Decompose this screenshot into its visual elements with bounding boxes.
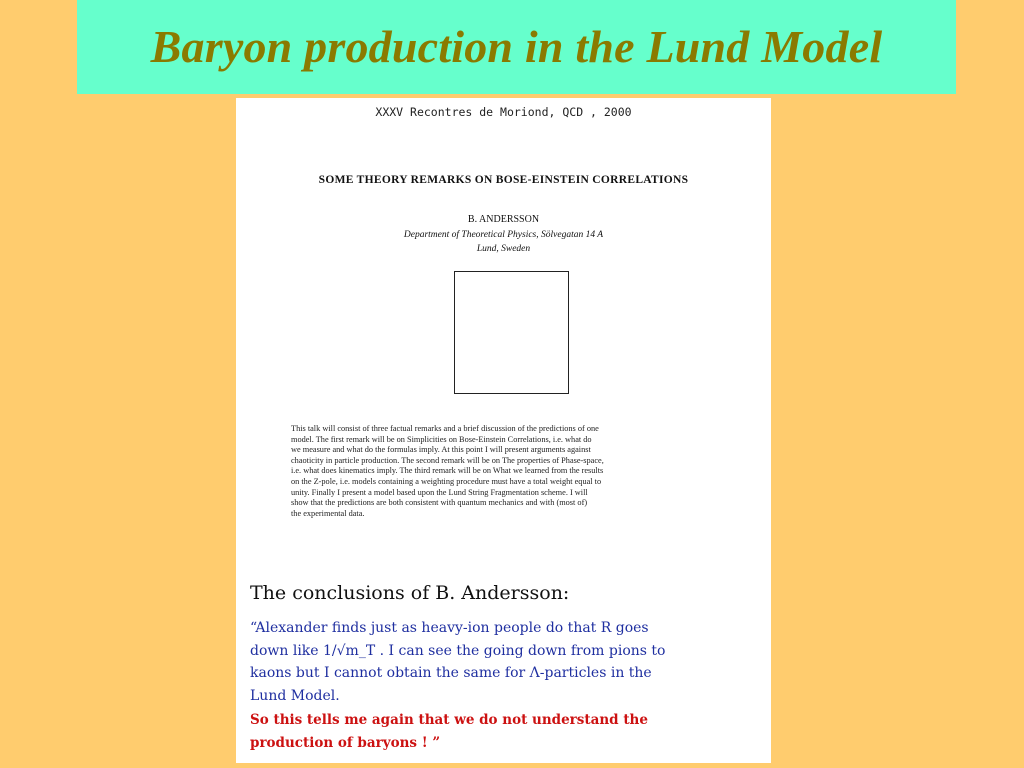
- paper-excerpt: [236, 98, 771, 763]
- abstract-line: This talk will consist of three factual remarks and a brief discussion of the predictions of one: [291, 424, 599, 433]
- abstract-line: unity. Finally I present a model based upon the Lund String Fragmentation scheme. I will: [291, 487, 588, 497]
- quote-line: kaons but I cannot obtain the same for Λ-particles in the: [250, 665, 652, 681]
- paper-title: SOME THEORY REMARKS ON BOSE-EINSTEIN CORRELATIONS: [318, 174, 689, 186]
- figure-placeholder: [454, 271, 569, 394]
- conclusions-heading: The conclusions of B. Andersson:: [250, 582, 570, 604]
- emphasis-line: So this tells me again that we do not understand the: [250, 712, 648, 728]
- title-banner: [77, 0, 956, 94]
- abstract-line: on the Z-pole, i.e. models containing a weighting procedure must have a total weight equal to: [291, 476, 602, 486]
- conclusions-emphasis: [250, 709, 762, 755]
- paper-affiliation: [236, 228, 771, 256]
- affiliation-line: Department of Theoretical Physics, Sölvegatan 14 A: [403, 230, 604, 240]
- affiliation-line: Lund, Sweden: [476, 244, 531, 254]
- slide-title: Baryon production in the Lund Model: [150, 20, 883, 72]
- paper-abstract: [291, 424, 736, 519]
- abstract-line: i.e. what does kinematics imply. The third remark will be on What we learned from the results: [291, 466, 604, 476]
- emphasis-line: production of baryons ! ”: [250, 735, 441, 751]
- paper-author: B. ANDERSSON: [467, 214, 540, 225]
- abstract-line: chaoticity in particle production. The second remark will be on The properties of Phase-space,: [291, 455, 604, 465]
- abstract-line: show that the predictions are both consistent with quantum mechanics and with (most of): [291, 498, 588, 508]
- abstract-line: the experimental data.: [291, 508, 365, 518]
- quote-line: down like 1/√m_T . I can see the going down from pions to: [250, 642, 666, 659]
- quote-line: Lund Model.: [250, 687, 340, 704]
- quote-line: “Alexander finds just as heavy-ion people do that R goes: [250, 620, 649, 636]
- conference-line: XXXV Recontres de Moriond, QCD , 2000: [375, 105, 632, 119]
- abstract-line: model. The first remark will be on Simplicities on Bose-Einstein Correlations, i.e. what do: [291, 434, 592, 444]
- conclusions-quote: [250, 617, 762, 707]
- abstract-line: we measure and what do the formulas imply. At this point I will present arguments against: [291, 445, 591, 455]
